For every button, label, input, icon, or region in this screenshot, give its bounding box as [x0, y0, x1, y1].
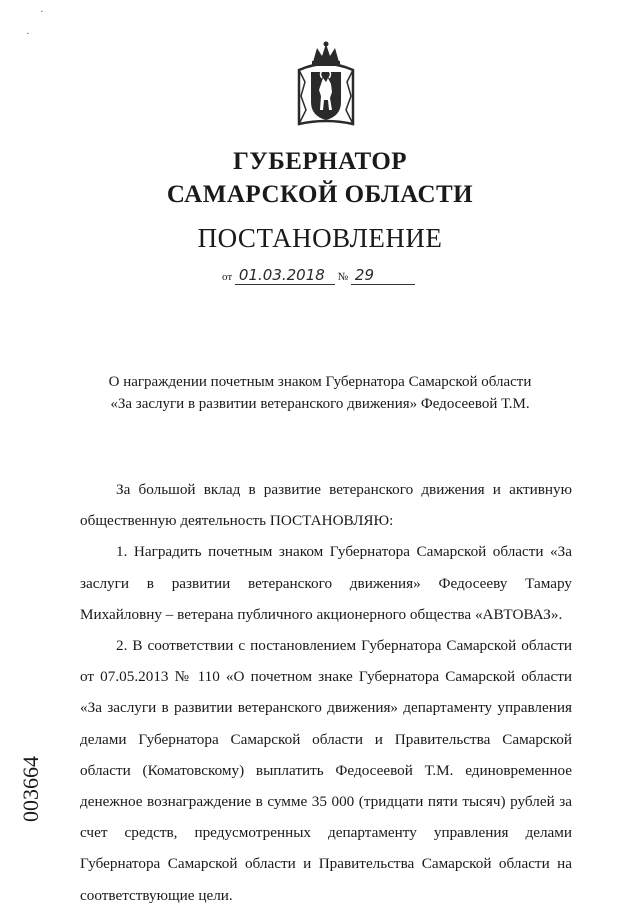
document-subject — [0, 371, 640, 415]
date-field — [235, 266, 335, 285]
scan-speck: · — [26, 28, 30, 40]
date-value: 01.03.2018 — [238, 266, 325, 284]
number-value: 29 — [354, 266, 375, 284]
registration-stamp-number: 003664 — [18, 756, 43, 822]
number-label: № — [337, 271, 349, 283]
coat-of-arms-icon — [295, 40, 357, 126]
number-field — [351, 266, 415, 285]
issuer-title: ГУБЕРНАТОР — [232, 148, 408, 175]
decree-item-1: 1. Наградить почетным знаком Губернатора Самарской области «За заслуги в развитии ветеранского движения» Федосееву Тамару Михайловну – ветерана публичного акционерного общества «АВТОВАЗ». — [80, 543, 572, 623]
document-type: ПОСТАНОВЛЕНИЕ — [197, 223, 443, 253]
date-label: от — [222, 271, 233, 283]
decree-item-2: 2. В соответствии с постановлением Губернатора Самарской области от 07.05.2013 № 110 «О почетном знаке Губернатора Самарской области «За заслуги в развитии ветеранского движения» департаменту управления делами Губернатора Самарской области и Правительства Самарской области (Коматовскому) выплатить Федосеевой Т.М. единовременное денежное вознаграждение в сумме 35 000 (тридцати пяти тысяч) рублей за счет средств, предусмотренных департаменту управления делами Губернатора Самарской области и Правительства Самарской области на соответствующие цели. — [80, 637, 572, 904]
preamble-paragraph: За большой вклад в развитие ветеранского движения и активную общественную деятельность ПОСТАНОВЛЯЮ: — [80, 481, 572, 530]
issuer-region: САМАРСКОЙ ОБЛАСТИ — [166, 181, 474, 208]
subject-line-2: «За заслуги в развитии ветеранского движения» Федосеевой Т.М. — [110, 396, 530, 412]
document-body — [80, 474, 572, 911]
date-number-line — [222, 266, 415, 285]
subject-line-1: О награждении почетным знаком Губернатора Самарской области — [108, 374, 532, 390]
scan-speck: · — [40, 6, 44, 18]
